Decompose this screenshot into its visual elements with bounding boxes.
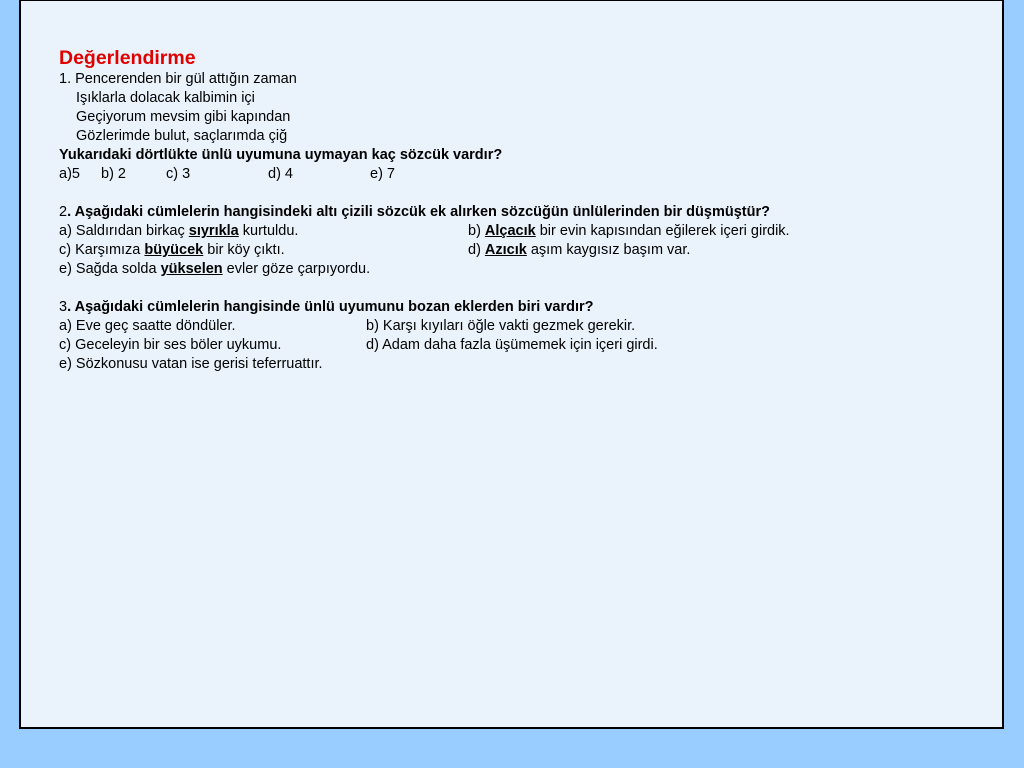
page-title: Değerlendirme <box>59 47 196 69</box>
q3-question <box>59 298 999 317</box>
q2-option-b <box>468 222 790 241</box>
q3-options-row-1 <box>59 317 999 336</box>
q3-option-c: c) Geceleyin bir ses böler uykumu. <box>59 337 282 353</box>
q1-option-a: a)5 <box>59 166 80 182</box>
q3-option-d: d) Adam daha fazla üşümemek için içeri girdi. <box>366 337 658 353</box>
q1-option-c: c) 3 <box>166 166 191 182</box>
q1-option-d: d) 4 <box>268 166 293 182</box>
q1-question: Yukarıdaki dörtlükte ünlü uyumuna uymayan kaç sözcük vardır? <box>59 147 503 163</box>
q2-dot: . <box>67 204 72 220</box>
q2-option-e <box>59 260 999 279</box>
q2-question <box>59 203 999 222</box>
q2-option-c-pre: c) Karşımıza <box>59 242 145 258</box>
q2-question-text: Aşağıdaki cümlelerin hangisindeki altı çizili sözcük ek alırken sözcüğün ünlülerinden bir düşmüştür? <box>71 204 770 220</box>
q1-line-2: Işıklarla dolacak kalbimin içi <box>76 90 255 106</box>
q2-number: 2 <box>59 204 68 220</box>
q2-option-e-pre: e) Sağda solda <box>59 261 161 277</box>
q3-number: 3 <box>59 299 68 315</box>
q3-options-row-2 <box>59 336 999 355</box>
q2-options-row-1 <box>59 222 999 241</box>
q1-options <box>59 165 999 184</box>
q1-line-1: 1. Pencerenden bir gül attığın zaman <box>59 71 297 87</box>
q3-dot: . <box>67 299 72 315</box>
slide-content <box>59 46 999 374</box>
q2-option-c-underlined: büyücek <box>144 242 204 258</box>
q2-option-d-pre: d) <box>468 242 485 258</box>
q2-option-c-post: bir köy çıktı. <box>203 242 285 258</box>
q2-option-a <box>59 222 298 241</box>
q3-option-a: a) Eve geç saatte döndüler. <box>59 318 236 334</box>
q2-option-e-underlined: yükselen <box>160 261 223 277</box>
q2-option-a-pre: a) Saldırıdan birkaç <box>59 223 189 239</box>
q2-option-e-post: evler göze çarpıyordu. <box>222 261 371 277</box>
q2-option-b-pre: b) <box>468 223 485 239</box>
q2-option-b-underlined: Alçacık <box>484 223 536 239</box>
q3-question-text: Aşağıdaki cümlelerin hangisinde ünlü uyumunu bozan eklerden biri vardır? <box>71 299 594 315</box>
q2-option-d-underlined: Azıcık <box>484 242 527 258</box>
q2-option-a-underlined: sıyrıkla <box>188 223 239 239</box>
q2-options-row-2 <box>59 241 999 260</box>
q3-option-e: e) Sözkonusu vatan ise gerisi teferruattır. <box>59 356 323 372</box>
q2-option-b-post: bir evin kapısından eğilerek içeri girdik. <box>535 223 790 239</box>
q2-option-a-post: kurtuldu. <box>238 223 299 239</box>
q3-option-b: b) Karşı kıyıları öğle vakti gezmek gerekir. <box>366 318 636 334</box>
q2-option-c <box>59 241 285 260</box>
q1-line-3: Geçiyorum mevsim gibi kapından <box>76 109 291 125</box>
q2-option-d <box>468 241 690 260</box>
q1-option-e: e) 7 <box>370 166 395 182</box>
q1-option-b: b) 2 <box>101 166 126 182</box>
q1-line-4: Gözlerimde bulut, saçlarımda çiğ <box>76 128 288 144</box>
q2-option-d-post: aşım kaygısız başım var. <box>526 242 691 258</box>
slide-frame <box>19 0 1004 729</box>
